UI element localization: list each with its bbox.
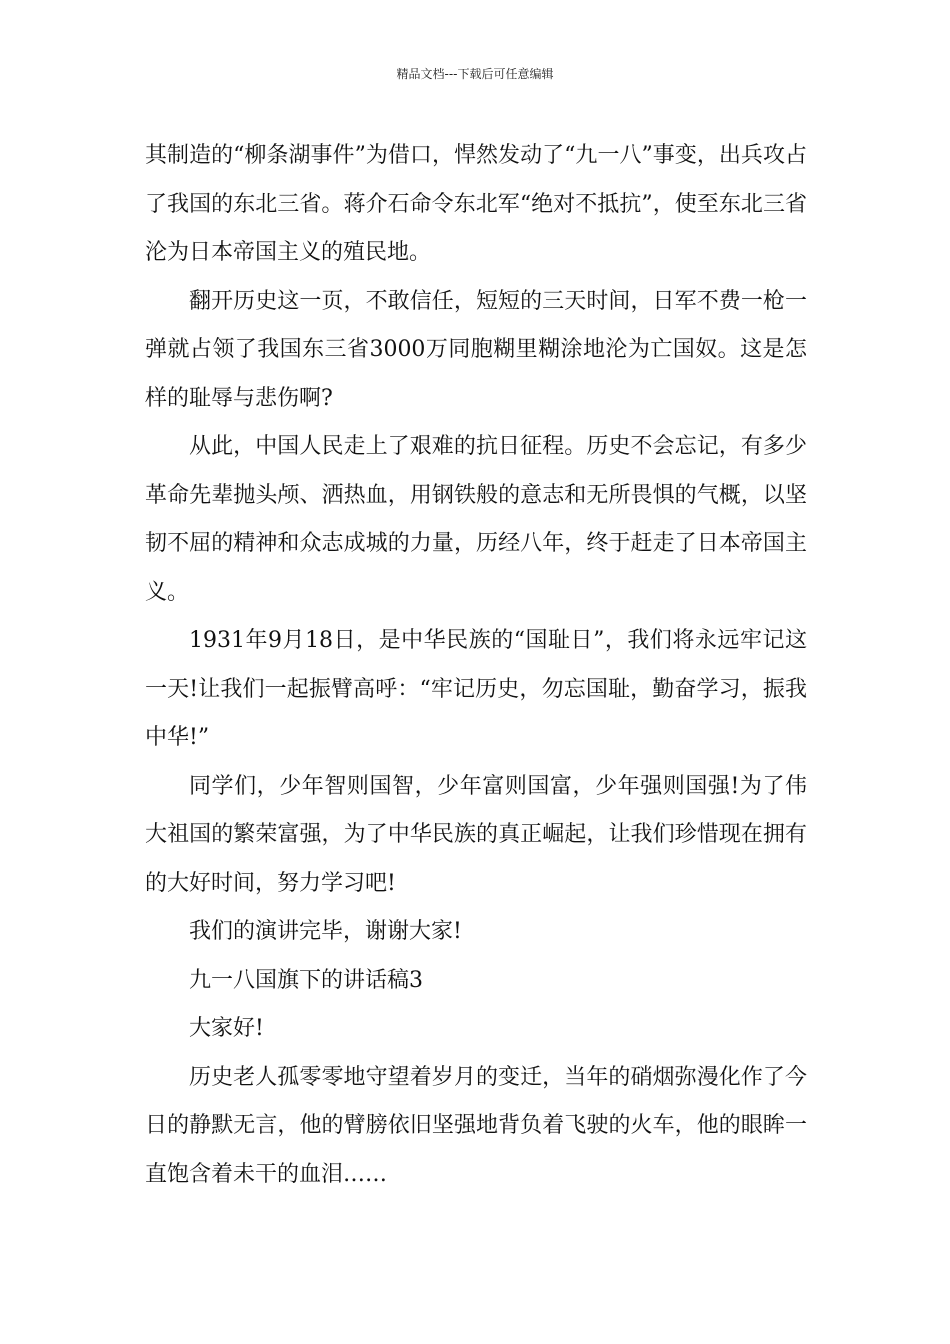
paragraph: 从此，中国人民走上了艰难的抗日征程。历史不会忘记，有多少革命先辈抛头颅、洒热血，用钢铁般的意志和无所畏惧的气概，以坚韧不屈的精神和众志成城的力量，历经八年，终于赶走了日本帝国主义。 <box>145 434 807 605</box>
paragraph: 同学们，少年智则国智，少年富则国富，少年强则国强!为了伟大祖国的繁荣富强，为了中华民族的真正崛起，让我们珍惜现在拥有的大好时间，努力学习吧! <box>145 773 807 896</box>
page-header: 精品文档---下载后可任意编辑 <box>396 67 554 81</box>
document-body <box>145 132 807 1199</box>
paragraph: 1931年9月18日，是中华民族的“国耻日”，我们将永远牢记这一天!让我们一起振臂高呼：“牢记历史，勿忘国耻，勤奋学习，振我中华!” <box>145 628 807 750</box>
paragraph: 翻开历史这一页，不敢信任，短短的三天时间，日军不费一枪一弹就占领了我国东三省3000万同胞糊里糊涂地沦为亡国奴。这是怎样的耻辱与悲伤啊? <box>145 288 807 411</box>
greeting: 大家好! <box>189 1016 264 1041</box>
paragraph-continuation: 其制造的“柳条湖事件”为借口，悍然发动了“九一八”事变，出兵攻占了我国的东北三省。蒋介石命令东北军“绝对不抵抗”，使至东北三省沦为日本帝国主义的殖民地。 <box>145 143 807 265</box>
section-title: 九一八国旗下的讲话稿3 <box>189 967 423 993</box>
paragraph: 我们的演讲完毕，谢谢大家! <box>189 919 462 944</box>
paragraph: 历史老人孤零零地守望着岁月的变迁，当年的硝烟弥漫化作了今日的静默无言，他的臂膀依旧坚强地背负着飞驶的火车，他的眼眸一直饱含着未干的血泪…… <box>145 1064 807 1187</box>
